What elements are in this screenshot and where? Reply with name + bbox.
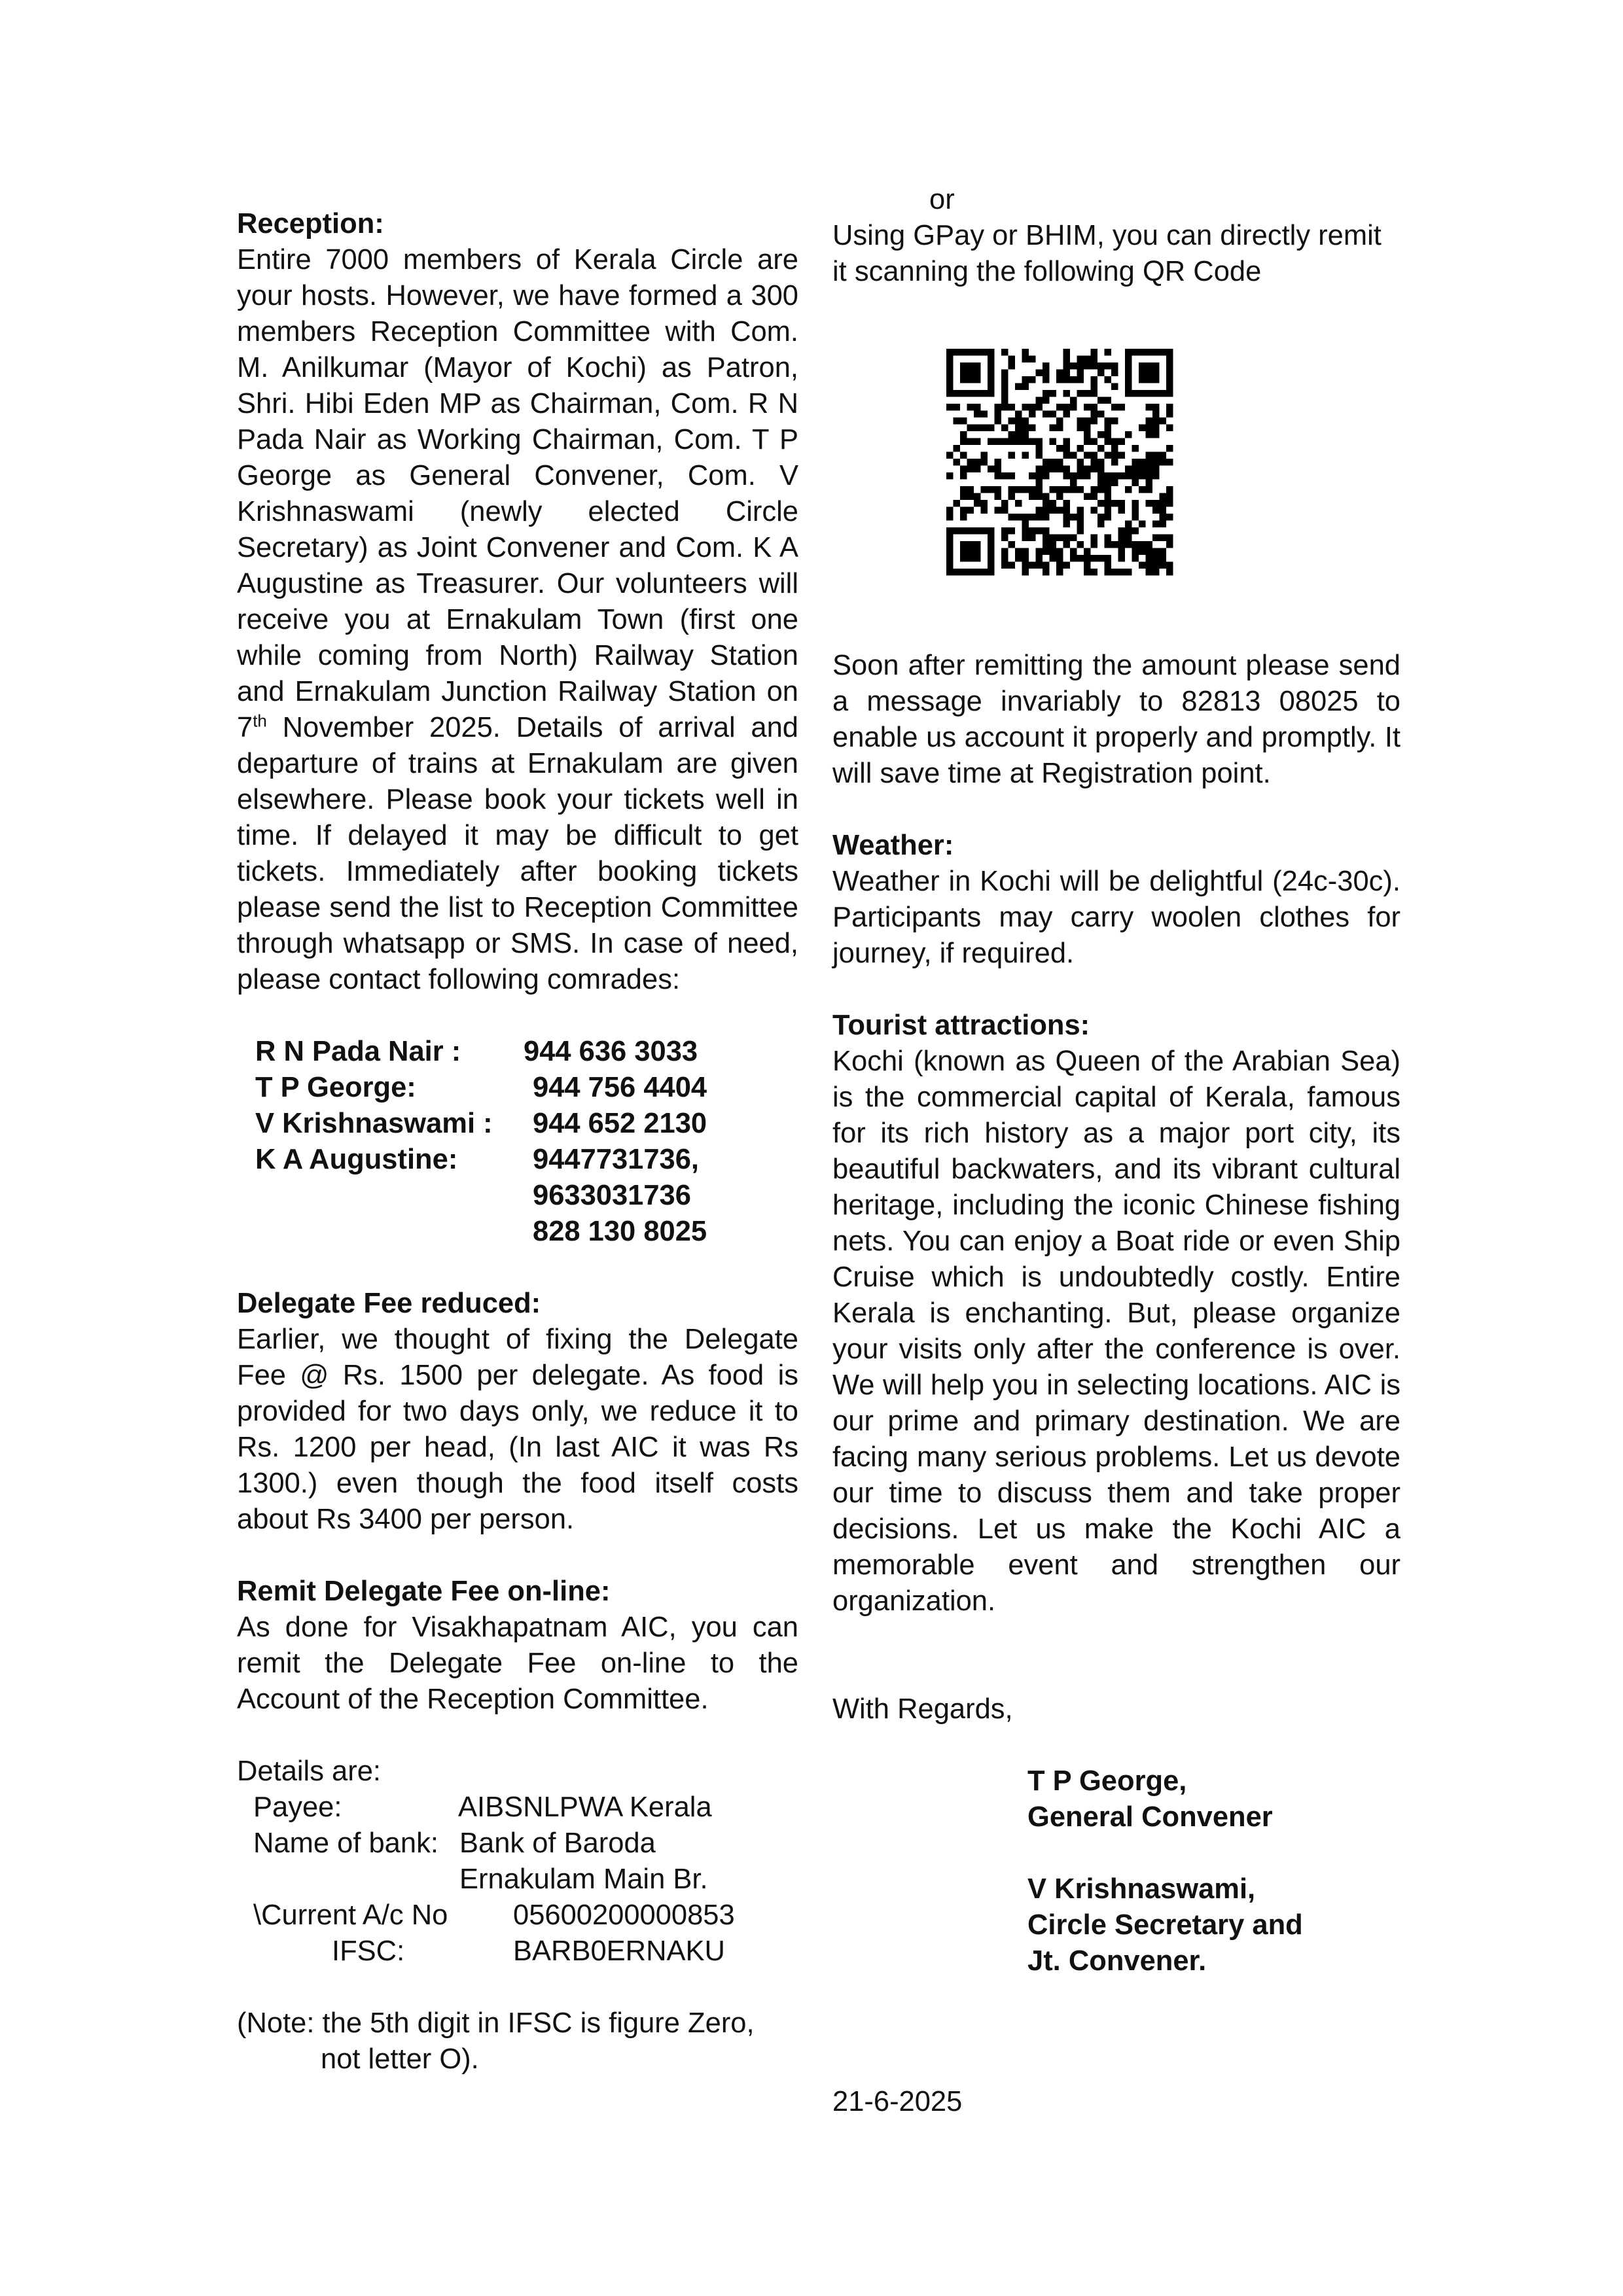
reception-date-day: 7 bbox=[237, 712, 253, 743]
reception-paragraph bbox=[237, 242, 798, 998]
payee-label: Payee: bbox=[253, 1792, 342, 1823]
note-line-2: not letter O). bbox=[321, 2043, 479, 2075]
fee-heading: Delegate Fee reduced: bbox=[237, 1288, 541, 1319]
contact-row bbox=[255, 1142, 798, 1178]
bank-label: Name of bank: bbox=[253, 1828, 438, 1859]
contact-number: 9447731736, bbox=[533, 1144, 700, 1175]
branch-row bbox=[237, 1862, 798, 1898]
contact-row bbox=[255, 1106, 798, 1142]
tourist-heading: Tourist attractions: bbox=[832, 1010, 1090, 1041]
payee-row bbox=[237, 1790, 798, 1826]
account-row bbox=[237, 1898, 798, 1934]
weather-heading: Weather: bbox=[832, 830, 954, 861]
gpay-paragraph: Using GPay or BHIM, you can directly remit it scanning the following QR Code bbox=[832, 220, 1382, 287]
signatory-2-title-2: Jt. Convener. bbox=[1027, 1945, 1207, 1977]
reception-date-sup: th bbox=[253, 711, 267, 731]
signatory-1-title: General Convener bbox=[1027, 1801, 1273, 1833]
bank-details bbox=[237, 1790, 798, 1969]
contact-row bbox=[255, 1034, 798, 1070]
left-column bbox=[237, 206, 798, 2077]
account-label: \Current A/c No bbox=[253, 1899, 448, 1931]
contact-number: 944 636 3033 bbox=[524, 1036, 698, 1067]
letter-date: 21-6-2025 bbox=[832, 2086, 963, 2117]
contact-name: T P George: bbox=[255, 1072, 416, 1103]
signatory-2-name: V Krishnaswami, bbox=[1027, 1873, 1256, 1905]
contact-number: 944 756 4404 bbox=[533, 1072, 707, 1103]
bank-value: Bank of Baroda bbox=[459, 1828, 656, 1859]
note-line-1: (Note: the 5th digit in IFSC is figure Zero, bbox=[237, 2007, 755, 2039]
details-label: Details are: bbox=[237, 1756, 382, 1787]
contact-name: K A Augustine: bbox=[255, 1144, 458, 1175]
contact-row bbox=[255, 1214, 798, 1250]
remit-paragraph: As done for Visakhapatnam AIC, you can remit the Delegate Fee on-line to the Account of the Reception Committee. bbox=[237, 1612, 798, 1715]
payee-value: AIBSNLPWA Kerala bbox=[458, 1792, 712, 1823]
regards-text: With Regards, bbox=[832, 1693, 1013, 1725]
contact-row bbox=[255, 1070, 798, 1106]
contact-number: 828 130 8025 bbox=[533, 1216, 707, 1247]
contacts-list bbox=[255, 1034, 798, 1250]
contact-row bbox=[255, 1178, 798, 1214]
qr-code-icon[interactable] bbox=[928, 342, 1204, 579]
reception-heading: Reception: bbox=[237, 208, 384, 239]
contact-name bbox=[255, 1214, 524, 1250]
reception-text: Entire 7000 members of Kerala Circle are your hosts. However, we have formed a 300 members Reception Committee with Com. M. Anilkumar (Mayor of Kochi) as Patron, Shri. Hibi Eden MP as Chairman, Com. R N Pada Nair as Working Chairman, Com. T P George as General Convener, Com. V Krishnaswami (newly elected Circle Secretary) as Joint Convener and Com. K A Augustine as Treasurer. Our volunteers will receive you at Ernakulam Town (first one while coming from North) Railway Station and Ernakulam Junction Railway Station on bbox=[237, 244, 798, 707]
contact-name: R N Pada Nair : bbox=[255, 1036, 461, 1067]
bank-row bbox=[237, 1826, 798, 1862]
or-text: or bbox=[929, 184, 955, 215]
contact-name: V Krishnaswami : bbox=[255, 1108, 493, 1139]
tourist-paragraph: Kochi (known as Queen of the Arabian Sea) is the commercial capital of Kerala, famous for its rich history as a major port city, its beautiful backwaters, and its vibrant cultural heritage, including the iconic Chinese fishing nets. You can enjoy a Boat ride or even Ship Cruise which is undoubtedly costly. Entire Kerala is enchanting. But, please organize your visits only after the conference is over. We will help you in selecting locations. AIC is our prime and primary destination. We are facing many serious problems. Let us devote our time to discuss them and take proper decisions. Let us make the Kochi AIC a memorable event and strengthen our organization. bbox=[832, 1046, 1400, 1617]
signatory-1-name: T P George, bbox=[1027, 1765, 1187, 1797]
contact-number: 9633031736 bbox=[533, 1180, 691, 1211]
right-column bbox=[832, 182, 1400, 2120]
contact-number: 944 652 2130 bbox=[533, 1108, 707, 1139]
weather-paragraph: Weather in Kochi will be delightful (24c-30c). Participants may carry woolen clothes for journey, if required. bbox=[832, 866, 1400, 969]
ifsc-row bbox=[237, 1934, 798, 1969]
branch-value: Ernakulam Main Br. bbox=[459, 1863, 708, 1895]
after-remit-paragraph: Soon after remitting the amount please send a message invariably to 82813 08025 to enable us account it properly and promptly. It will save time at Registration point. bbox=[832, 650, 1400, 789]
ifsc-label: IFSC: bbox=[332, 1935, 405, 1967]
fee-paragraph: Earlier, we thought of fixing the Delegate Fee @ Rs. 1500 per delegate. As food is provided for two days only, we reduce it to Rs. 1200 per head, (In last AIC it was Rs 1300.) even though the food itself costs about Rs 3400 per person. bbox=[237, 1324, 798, 1535]
contact-name bbox=[255, 1178, 524, 1214]
remit-heading: Remit Delegate Fee on-line: bbox=[237, 1576, 611, 1607]
ifsc-value: BARB0ERNAKU bbox=[513, 1935, 725, 1967]
signatory-2-title-1: Circle Secretary and bbox=[1027, 1909, 1303, 1941]
account-value: 05600200000853 bbox=[513, 1899, 735, 1931]
reception-text-2: November 2025. Details of arrival and departure of trains at Ernakulam are given elsewhere. Please book your tickets well in time. If delayed it may be difficult to get tickets. Immediately after booking tickets please send the list to Reception Committee through whatsapp or SMS. In case of need, please contact following comrades: bbox=[237, 712, 798, 995]
